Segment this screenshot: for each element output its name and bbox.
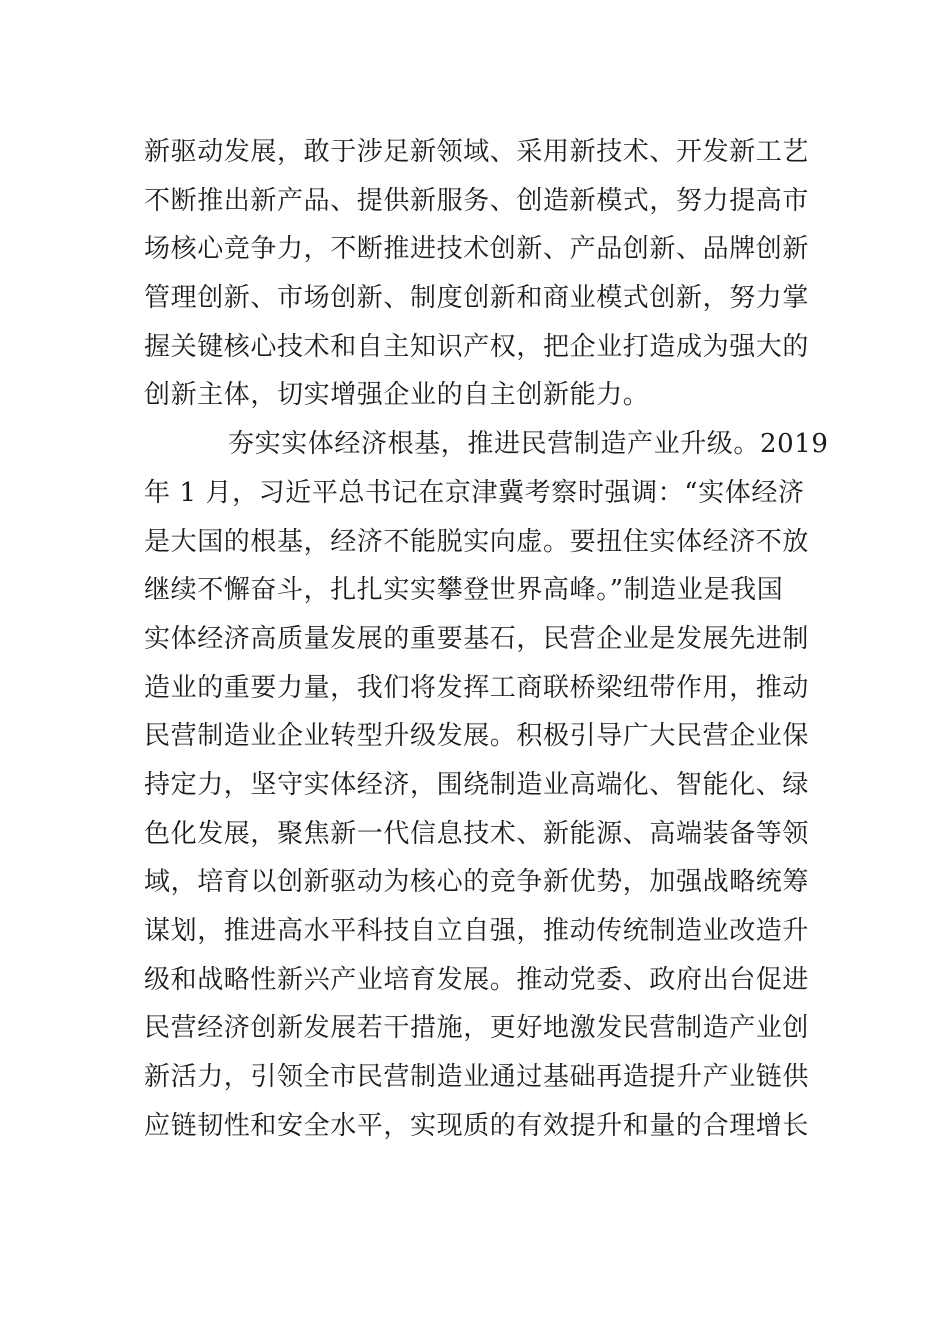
text-line: 年 1 月，习近平总书记在京津冀考察时强调：“实体经济 (144, 477, 805, 508)
text-line: 级和战略性新兴产业培育发展。推动党委、政府出台促进 (144, 964, 810, 995)
text-line: 握关键核心技术和自主知识产权，把企业打造成为强大的 (144, 331, 810, 362)
text-line: 造业的重要力量，我们将发挥工商联桥梁纽带作用，推动 (144, 672, 810, 703)
text-line: 民营制造业企业转型升级发展。积极引导广大民营企业保 (144, 721, 810, 752)
text-line: 应链韧性和安全水平，实现质的有效提升和量的合理增长 (144, 1110, 810, 1141)
text-line: 民营经济创新发展若干措施，更好地激发民营制造产业创 (144, 1013, 810, 1044)
text-line: 场核心竞争力，不断推进技术创新、产品创新、品牌创新 (144, 234, 810, 265)
text-line: 色化发展，聚焦新一代信息技术、新能源、高端装备等领 (144, 818, 810, 849)
text-line: 不断推出新产品、提供新服务、创造新模式，努力提高市 (144, 185, 810, 216)
text-line: 创新主体，切实增强企业的自主创新能力。 (144, 380, 650, 411)
text-line: 管理创新、市场创新、制度创新和商业模式创新，努力掌 (144, 283, 810, 314)
text-line: 域，培育以创新驱动为核心的竞争新优势，加强战略统筹 (144, 867, 810, 898)
paragraph-start-line: 夯实实体经济根基，推进民营制造产业升级。2019 (228, 429, 829, 460)
body-text (144, 128, 829, 1150)
text-line: 是大国的根基，经济不能脱实向虚。要扭住实体经济不放 (144, 526, 810, 557)
text-line: 继续不懈奋斗，扎扎实实攀登世界高峰。”制造业是我国 (144, 575, 784, 606)
text-line: 谋划，推进高水平科技自立自强，推动传统制造业改造升 (144, 916, 810, 946)
text-line: 持定力，坚守实体经济，围绕制造业高端化、智能化、绿 (144, 769, 810, 800)
text-line: 新驱动发展，敢于涉足新领域、采用新技术、开发新工艺 (144, 137, 810, 167)
text-line: 实体经济高质量发展的重要基石，民营企业是发展先进制 (144, 623, 810, 654)
text-line: 新活力，引领全市民营制造业通过基础再造提升产业链供 (144, 1062, 810, 1093)
